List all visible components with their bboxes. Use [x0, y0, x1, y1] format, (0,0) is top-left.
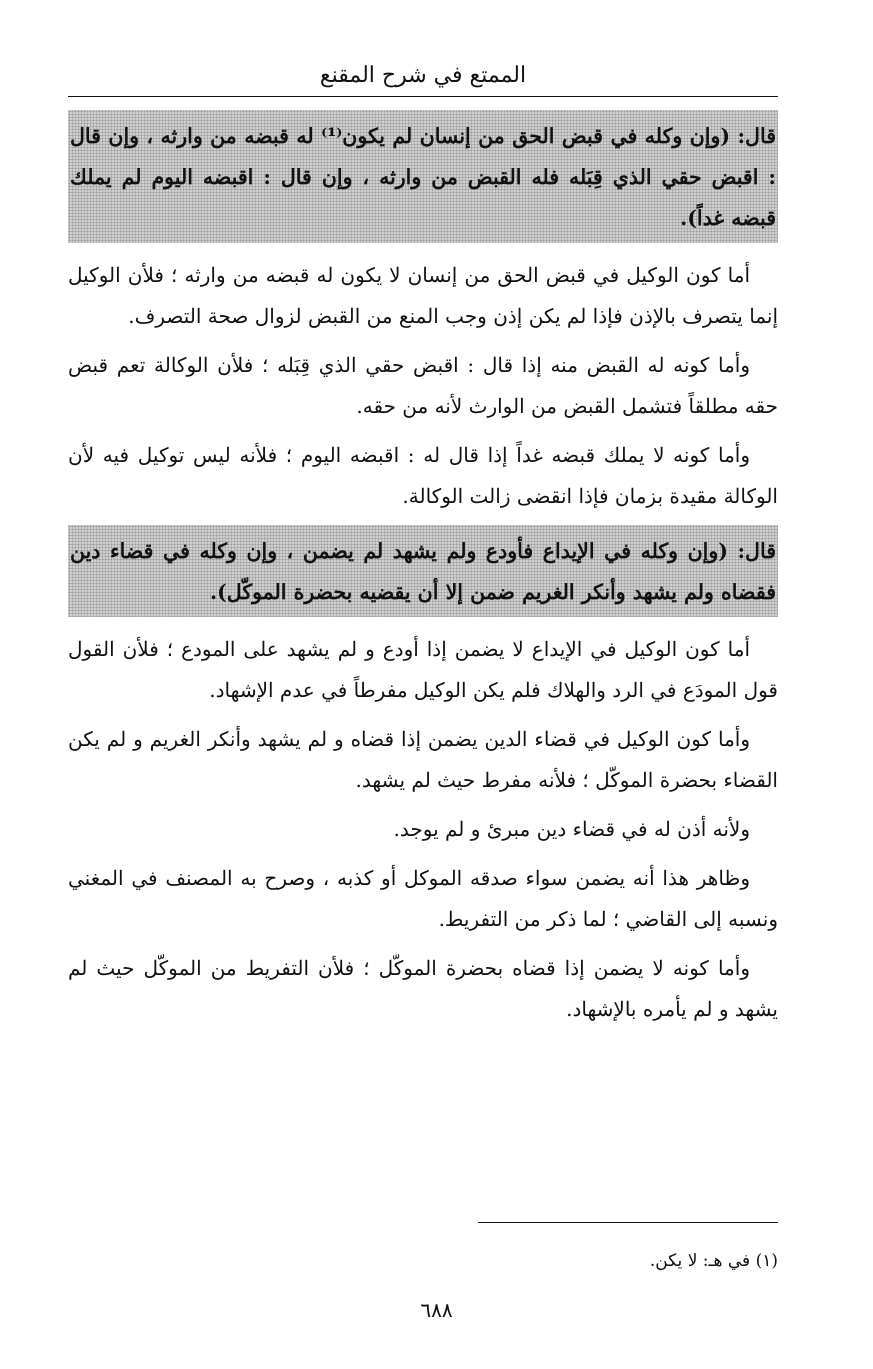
page-number: ٦٨٨	[420, 1298, 453, 1322]
commentary-paragraph: وأما كونه له القبض منه إذا قال : اقبض حقي الذي قِبَله ؛ فلأن الوكالة تعم قبض حقه مطلقاً فتشمل القبض من الوارث لأنه من حقه.	[68, 353, 778, 418]
footnote: (١) في هـ: لا يكن.	[649, 1251, 778, 1271]
matn-block: قال: (وإن وكله في قبض الحق من إنسان لم يكون⁽¹⁾ له قبضه من وارثه ، وإن قال : اقبض حقي الذي قِبَله فله القبض من وارثه ، وإن قال : اقبضه اليوم لم يملك قبضه غداً).	[68, 110, 778, 243]
page-body	[68, 110, 778, 1038]
commentary-paragraph: وظاهر هذا أنه يضمن سواء صدقه الموكل أو كذبه ، وصرح به المصنف في المغني ونسبه إلى القاضي ؛ لما ذكر من التفريط.	[68, 866, 778, 931]
commentary-paragraph: ولأنه أذن له في قضاء دين مبرئ و لم يوجد.	[393, 817, 750, 841]
commentary-paragraph: أما كون الوكيل في قبض الحق من إنسان لا يكون له قبضه من وارثه ؛ فلأن الوكيل إنما يتصرف بالإذن فإذا لم يكن إذن وجب المنع من القبض لزوال صحة التصرف.	[68, 263, 778, 328]
footnote-divider	[478, 1222, 778, 1223]
matn-block: قال: (وإن وكله في الإيداع فأودع ولم يشهد لم يضمن ، وإن وكله في قضاء دين فقضاه ولم يشهد وأنكر الغريم ضمن إلا أن يقضيه بحضرة الموكّل).	[68, 525, 778, 617]
running-header: الممتع في شرح المقنع	[68, 56, 778, 97]
commentary-paragraph: أما كون الوكيل في الإيداع لا يضمن إذا أودع و لم يشهد على المودع ؛ فلأن القول قول المودَع في الرد والهلاك فلم يكن الوكيل مفرطاً في عدم الإشهاد.	[68, 637, 778, 702]
commentary-paragraph: وأما كونه لا يملك قبضه غداً إذا قال له : اقبضه اليوم ؛ فلأنه ليس توكيل فيه لأن الوكالة مقيدة بزمان فإذا انقضى زالت الوكالة.	[68, 443, 778, 508]
commentary-paragraph: وأما كون الوكيل في قضاء الدين يضمن إذا قضاه و لم يشهد وأنكر الغريم و لم يكن القضاء بحضرة الموكّل ؛ فلأنه مفرط حيث لم يشهد.	[68, 727, 778, 792]
commentary-paragraph: وأما كونه لا يضمن إذا قضاه بحضرة الموكّل ؛ فلأن التفريط من الموكّل حيث لم يشهد و لم يأمره بالإشهاد.	[68, 956, 778, 1021]
